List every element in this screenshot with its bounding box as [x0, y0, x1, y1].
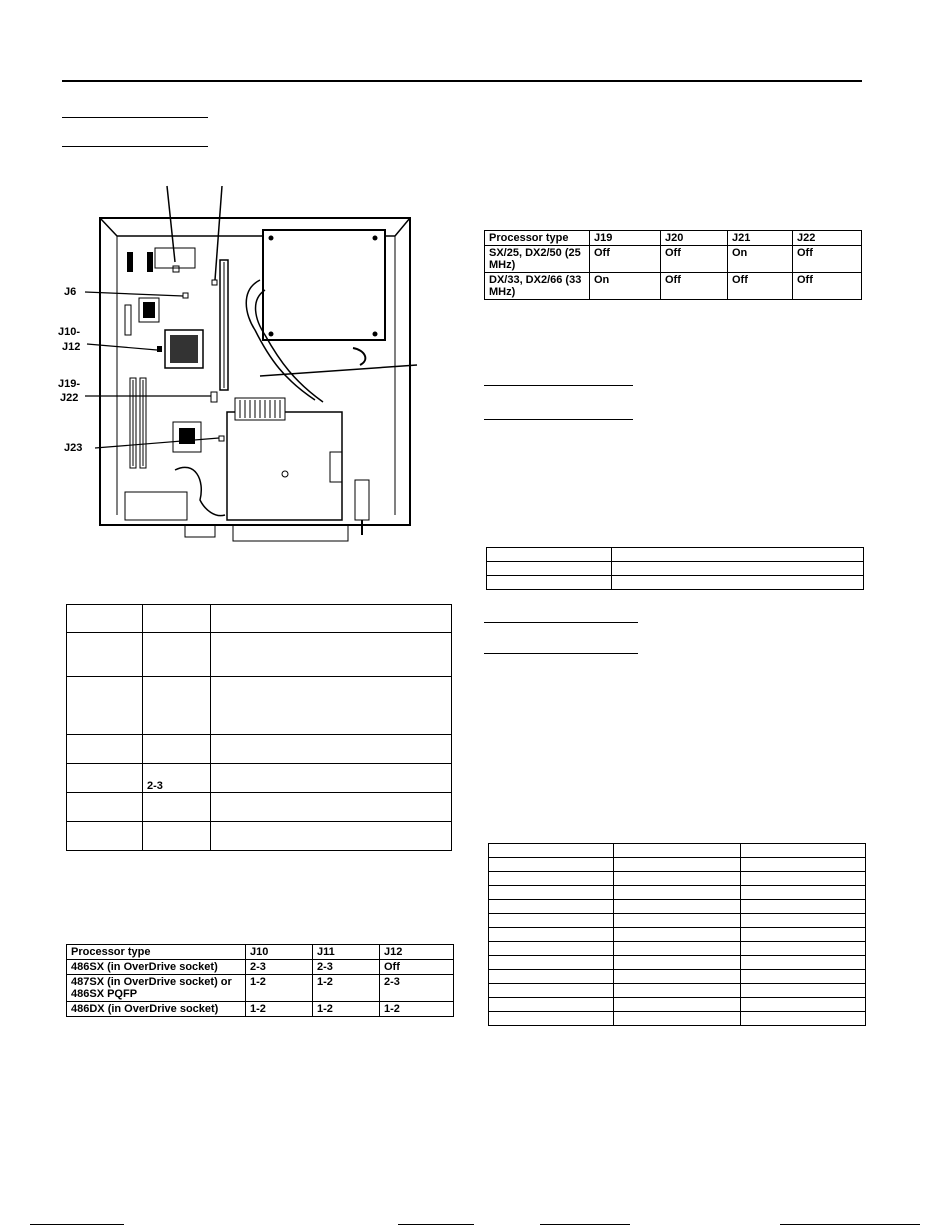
table-cell: On — [590, 273, 661, 300]
table-row — [489, 1012, 866, 1026]
table-row — [489, 858, 866, 872]
table-row — [489, 970, 866, 984]
table-row — [67, 822, 452, 851]
table-row — [489, 984, 866, 998]
table-cell: 1-2 — [246, 1002, 313, 1017]
table-row — [489, 928, 866, 942]
table-row — [489, 844, 866, 858]
memory-configuration-grid — [488, 843, 866, 1026]
table-cell — [143, 677, 211, 735]
table-cell: 1-2 — [313, 975, 380, 1002]
table-row — [489, 956, 866, 970]
column-header: Processor type — [67, 945, 246, 960]
table-cell: 2-3 — [380, 975, 454, 1002]
table-cell: SX/25, DX2/50 (25 MHz) — [485, 246, 590, 273]
heading-underline — [484, 653, 638, 654]
header-rule — [62, 80, 862, 82]
table-cell: Off — [793, 273, 862, 300]
table-row — [485, 246, 862, 273]
table-cell — [67, 822, 143, 851]
heading-underline — [62, 146, 208, 147]
table-row — [489, 942, 866, 956]
table-row — [67, 633, 452, 677]
heading-underline — [62, 117, 208, 118]
table-cell — [67, 633, 143, 677]
processor-speed-table — [484, 230, 862, 300]
table-row — [489, 872, 866, 886]
table-cell: On — [728, 246, 793, 273]
table-cell: 2-3 — [246, 960, 313, 975]
table-header-row — [67, 945, 454, 960]
table-row — [67, 975, 454, 1002]
table-row — [67, 764, 452, 793]
footer-rule — [780, 1224, 920, 1225]
table-cell: 486SX (in OverDrive socket) — [67, 960, 246, 975]
table-cell — [67, 677, 143, 735]
table-row — [489, 914, 866, 928]
label-j22: J22 — [60, 392, 79, 404]
table-cell — [67, 764, 143, 793]
label-j23: J23 — [64, 442, 83, 454]
table-row — [67, 793, 452, 822]
table-row — [489, 998, 866, 1012]
label-j6: J6 — [64, 286, 77, 298]
table-cell: Off — [661, 273, 728, 300]
table-cell: DX/33, DX2/66 (33 MHz) — [485, 273, 590, 300]
table-cell — [67, 605, 143, 633]
heading-underline — [484, 385, 633, 386]
column-header: J19 — [590, 231, 661, 246]
system-board-diagram — [55, 180, 425, 545]
table-header-row — [485, 231, 862, 246]
table-cell — [211, 677, 452, 735]
table-cell — [211, 605, 452, 633]
table-cell: 2-3 — [143, 764, 211, 793]
table-cell — [143, 793, 211, 822]
table-cell — [143, 633, 211, 677]
table-row — [67, 605, 452, 633]
table-row — [67, 735, 452, 764]
footer-rule — [540, 1224, 630, 1225]
table-cell: 1-2 — [380, 1002, 454, 1017]
table-row — [67, 677, 452, 735]
label-j19: J19- — [58, 378, 81, 390]
table-cell — [211, 793, 452, 822]
column-header: J20 — [661, 231, 728, 246]
table-row — [485, 273, 862, 300]
table-row — [487, 576, 864, 590]
table-cell — [67, 735, 143, 764]
label-j12: J12 — [62, 341, 81, 353]
table-row — [489, 886, 866, 900]
table-cell — [143, 735, 211, 764]
heading-underline — [484, 622, 638, 623]
table-cell — [143, 605, 211, 633]
heading-underline — [484, 419, 633, 420]
jumper-settings-table — [66, 604, 452, 851]
table-row — [67, 960, 454, 975]
table-cell: 2-3 — [313, 960, 380, 975]
table-row — [489, 900, 866, 914]
table-cell: Off — [661, 246, 728, 273]
table-cell: Off — [380, 960, 454, 975]
column-header: J22 — [793, 231, 862, 246]
column-header: J12 — [380, 945, 454, 960]
table-cell — [211, 633, 452, 677]
table-row — [487, 562, 864, 576]
footer-rule — [30, 1224, 124, 1225]
table-cell — [211, 764, 452, 793]
table-cell — [211, 822, 452, 851]
label-j10: J10- — [58, 326, 81, 338]
footer-rule — [398, 1224, 474, 1225]
table-cell: 487SX (in OverDrive socket) or 486SX PQFP — [67, 975, 246, 1002]
table-cell: 486DX (in OverDrive socket) — [67, 1002, 246, 1017]
table-cell: 1-2 — [246, 975, 313, 1002]
table-row — [487, 548, 864, 562]
table-cell — [211, 735, 452, 764]
column-header: J21 — [728, 231, 793, 246]
overdrive-jumper-table — [66, 944, 454, 1017]
table-cell: Off — [793, 246, 862, 273]
table-row — [67, 1002, 454, 1017]
column-header: Processor type — [485, 231, 590, 246]
table-cell — [143, 822, 211, 851]
table-cell: 1-2 — [313, 1002, 380, 1017]
table-cell — [67, 793, 143, 822]
settings-grid — [486, 547, 864, 590]
column-header: J11 — [313, 945, 380, 960]
table-cell: Off — [590, 246, 661, 273]
table-cell: Off — [728, 273, 793, 300]
column-header: J10 — [246, 945, 313, 960]
